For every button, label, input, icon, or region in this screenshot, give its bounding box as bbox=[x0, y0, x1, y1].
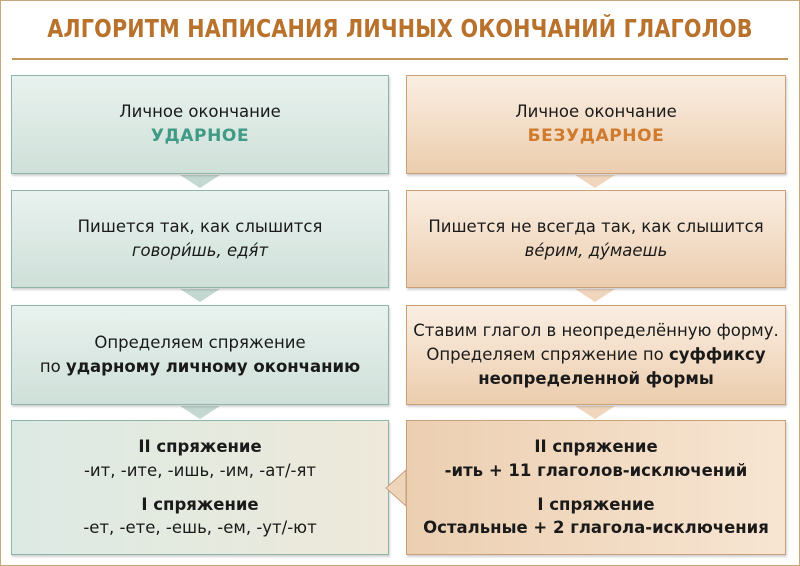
right-row3-line3: неопределенной формы bbox=[478, 368, 714, 388]
right-arrow-3 bbox=[575, 406, 615, 419]
left-arrow-3 bbox=[180, 406, 220, 419]
right-row3-label: Ставим глагол в неопределённую форму. bbox=[413, 321, 779, 341]
right-arrow-2 bbox=[575, 289, 615, 302]
right-conj1-title: I спряжение bbox=[537, 494, 655, 514]
left-row3-line2 bbox=[40, 355, 360, 379]
right-unstressed-box bbox=[406, 75, 786, 174]
left-conj1-title: I спряжение bbox=[141, 494, 259, 514]
right-row2-examples: ве́рим, ду́маешь bbox=[524, 241, 668, 260]
right-conjugation-box bbox=[406, 305, 786, 405]
page-title: АЛГОРИТМ НАПИСАНИЯ ЛИЧНЫХ ОКОНЧАНИЙ ГЛАГОЛОВ bbox=[47, 14, 753, 43]
left-row1-label: Личное окончание bbox=[119, 102, 281, 122]
left-conj1-endings: -ет, -ете, -ешь, -ем, -ут/-ют bbox=[83, 518, 317, 538]
left-endings-box bbox=[11, 420, 389, 555]
left-arrow-2 bbox=[180, 289, 220, 302]
left-row3-bold: ударному личному окончанию bbox=[65, 357, 361, 376]
unstressed-label: БЕЗУДАРНОЕ bbox=[527, 126, 665, 147]
left-row2-examples: говори́шь, едя́т bbox=[131, 241, 269, 260]
right-conj2-title: II спряжение bbox=[534, 436, 658, 456]
right-conj1-endings: Остальные + 2 глагола-исключения bbox=[423, 518, 769, 538]
left-stressed-box bbox=[11, 75, 389, 174]
left-row3-prefix: по bbox=[39, 357, 66, 376]
right-arrow-1 bbox=[575, 175, 615, 188]
left-spelling-box bbox=[11, 190, 389, 288]
pointer-arrow bbox=[380, 468, 410, 508]
right-endings-box bbox=[406, 420, 786, 555]
right-row3-line2 bbox=[426, 343, 765, 367]
right-spelling-box bbox=[406, 190, 786, 288]
right-conj2-endings: -ить + 11 глаголов-исключений bbox=[444, 460, 748, 480]
left-conjugation-box bbox=[11, 305, 389, 405]
right-row3-prefix: Определяем спряжение по bbox=[426, 345, 669, 365]
left-conj2-title: II спряжение bbox=[138, 436, 262, 456]
right-row3-bold: суффиксу bbox=[669, 345, 766, 365]
left-conj2-endings: -ит, -ите, -ишь, -им, -ат/-ят bbox=[83, 460, 317, 480]
left-row2-label: Пишется так, как слышится bbox=[77, 217, 323, 237]
stressed-label: УДАРНОЕ bbox=[150, 126, 250, 147]
left-row3-label: Определяем спряжение bbox=[94, 333, 306, 353]
right-row2-label: Пишется не всегда так, как слышится bbox=[428, 217, 764, 237]
right-row1-label: Личное окончание bbox=[515, 102, 677, 122]
left-arrow-1 bbox=[180, 175, 220, 188]
